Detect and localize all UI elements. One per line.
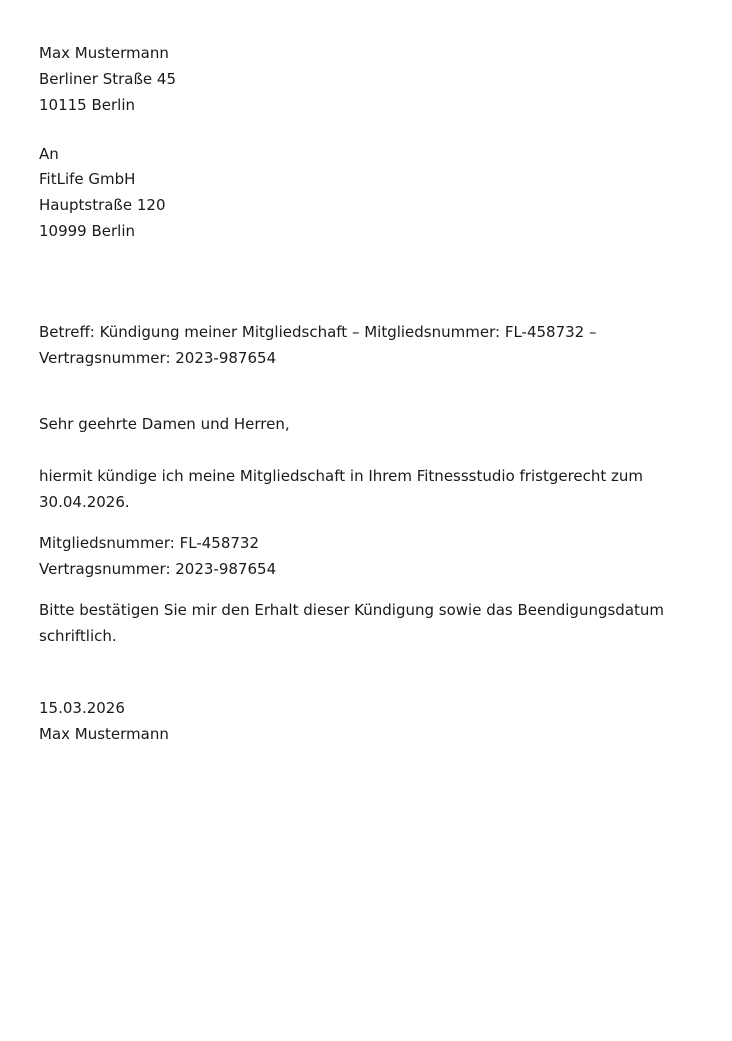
subject-line-2: Vertragsnummer: 2023-987654 — [39, 349, 277, 367]
sender-city: 10115 Berlin — [39, 96, 136, 114]
signature-name: Max Mustermann — [39, 725, 169, 743]
contract-number: Vertragsnummer: 2023-987654 — [39, 560, 277, 578]
salutation: Sehr geehrte Damen und Herren, — [39, 415, 290, 433]
body-paragraph-1-line-2: 30.04.2026. — [39, 493, 130, 511]
sender-name: Max Mustermann — [39, 44, 169, 62]
closing-date: 15.03.2026 — [39, 699, 125, 717]
recipient-company: FitLife GmbH — [39, 170, 136, 188]
sender-street: Berliner Straße 45 — [39, 70, 176, 88]
subject-line-1: Betreff: Kündigung meiner Mitgliedschaft – Mitgliedsnummer: FL-458732 – — [39, 323, 597, 341]
recipient-city: 10999 Berlin — [39, 222, 136, 240]
body-paragraph-2-line-1: Bitte bestätigen Sie mir den Erhalt dieser Kündigung sowie das Beendigungsdatum — [39, 601, 665, 619]
body-paragraph-2-line-2: schriftlich. — [39, 627, 117, 645]
member-number: Mitgliedsnummer: FL-458732 — [39, 534, 259, 552]
recipient-prefix: An — [39, 145, 59, 163]
body-paragraph-1-line-1: hiermit kündige ich meine Mitgliedschaft in Ihrem Fitnessstudio fristgerecht zum — [39, 467, 644, 485]
recipient-street: Hauptstraße 120 — [39, 196, 166, 214]
